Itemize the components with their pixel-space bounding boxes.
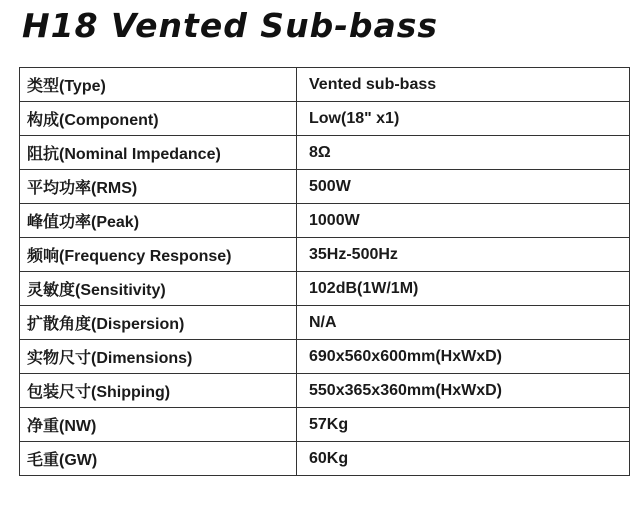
spec-value: 1000W bbox=[297, 204, 630, 238]
spec-value: 690x560x600mm(HxWxD) bbox=[297, 340, 630, 374]
spec-value: 550x365x360mm(HxWxD) bbox=[297, 374, 630, 408]
spec-value: Low(18" x1) bbox=[297, 102, 630, 136]
spec-label: 实物尺寸(Dimensions) bbox=[20, 340, 297, 374]
spec-value: 102dB(1W/1M) bbox=[297, 272, 630, 306]
spec-label: 平均功率(RMS) bbox=[20, 170, 297, 204]
spec-value: 60Kg bbox=[297, 442, 630, 476]
spec-label: 包装尺寸(Shipping) bbox=[20, 374, 297, 408]
spec-label: 灵敏度(Sensitivity) bbox=[20, 272, 297, 306]
spec-label: 毛重(GW) bbox=[20, 442, 297, 476]
spec-label: 类型(Type) bbox=[20, 68, 297, 102]
spec-table bbox=[19, 67, 630, 476]
spec-row-rms bbox=[20, 170, 630, 204]
spec-row-component bbox=[20, 102, 630, 136]
spec-value: 35Hz-500Hz bbox=[297, 238, 630, 272]
spec-value: 8Ω bbox=[297, 136, 630, 170]
spec-value: Vented sub-bass bbox=[297, 68, 630, 102]
spec-label: 峰值功率(Peak) bbox=[20, 204, 297, 238]
spec-row-shipping bbox=[20, 374, 630, 408]
spec-row-peak bbox=[20, 204, 630, 238]
spec-value: 500W bbox=[297, 170, 630, 204]
spec-label: 频响(Frequency Response) bbox=[20, 238, 297, 272]
spec-row-net-weight bbox=[20, 408, 630, 442]
spec-label: 净重(NW) bbox=[20, 408, 297, 442]
spec-row-frequency-response bbox=[20, 238, 630, 272]
spec-row-gross-weight bbox=[20, 442, 630, 476]
spec-row-dispersion bbox=[20, 306, 630, 340]
page-title: H18 Vented Sub-bass bbox=[22, 6, 439, 45]
spec-row-type bbox=[20, 68, 630, 102]
spec-label: 构成(Component) bbox=[20, 102, 297, 136]
spec-row-impedance bbox=[20, 136, 630, 170]
spec-label: 阻抗(Nominal Impedance) bbox=[20, 136, 297, 170]
spec-row-dimensions bbox=[20, 340, 630, 374]
spec-value: 57Kg bbox=[297, 408, 630, 442]
spec-label: 扩散角度(Dispersion) bbox=[20, 306, 297, 340]
spec-value: N/A bbox=[297, 306, 630, 340]
spec-row-sensitivity bbox=[20, 272, 630, 306]
